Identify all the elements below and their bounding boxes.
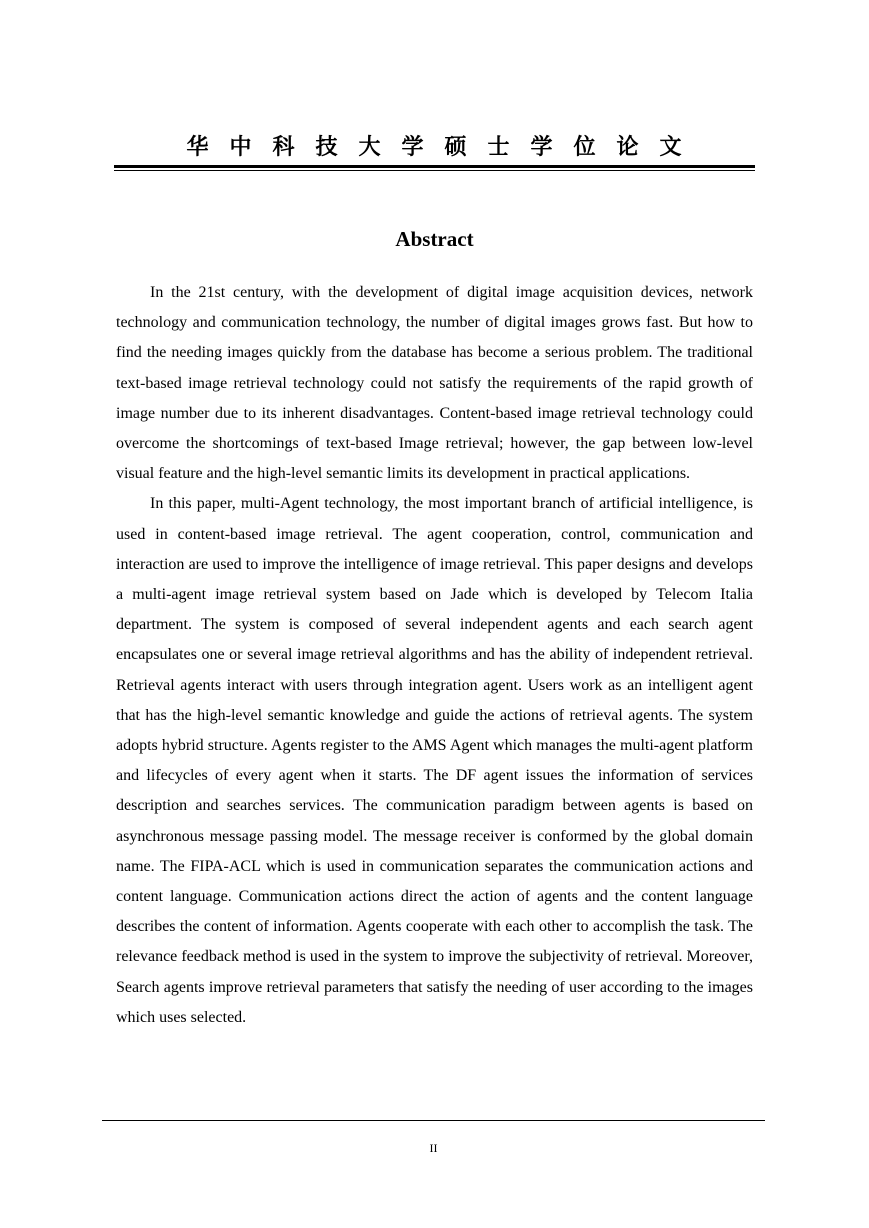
header-double-rule-thin [114, 170, 755, 171]
abstract-heading: Abstract [395, 227, 474, 251]
header-double-rule-thick [114, 165, 755, 168]
abstract-body [116, 278, 753, 1033]
footer-rule [102, 1120, 765, 1121]
thesis-header-title: 华中科技大学硕士学位论文 [186, 134, 703, 160]
abstract-paragraph-1: In the 21st century, with the development of digital image acquisition devices, network technology and communication technology, the number of digital images grows fast. But how to find the needing images quickly from the database has become a serious problem. The traditional text-based image retrieval technology could not satisfy the requirements of the rapid growth of image number due to its inherent disadvantages. Content-based image retrieval technology could overcome the shortcomings of text-based Image retrieval; however, the gap between low-level visual feature and the high-level semantic limits its development in practical applications. [116, 284, 753, 483]
page-number: II [429, 1141, 438, 1155]
abstract-paragraph-2: In this paper, multi-Agent technology, the most important branch of artificial intelligence, is used in content-based image retrieval. The agent cooperation, control, communication and interaction are used to improve the intelligence of image retrieval. This paper designs and develops a multi-agent image retrieval system based on Jade which is developed by Telecom Italia department. The system is composed of several independent agents and each search agent encapsulates one or several image retrieval algorithms and has the ability of independent retrieval. Retrieval agents interact with users through integration agent. Users work as an intelligent agent that has the high-level semantic knowledge and guide the actions of retrieval agents. The system adopts hybrid structure. Agents register to the AMS Agent which manages the multi-agent platform and lifecycles of every agent when it starts. The DF agent issues the information of services description and searches services. The communication paradigm between agents is based on asynchronous message passing model. The message receiver is conformed by the global domain name. The FIPA-ACL which is used in communication separates the communication actions and content language. Communication actions direct the action of agents and the content language describes the content of information. Agents cooperate with each other to accomplish the task. The relevance feedback method is used in the system to improve the subjectivity of retrieval. Moreover, Search agents improve retrieval parameters that satisfy the needing of user according to the images which uses selected. [116, 495, 753, 1026]
